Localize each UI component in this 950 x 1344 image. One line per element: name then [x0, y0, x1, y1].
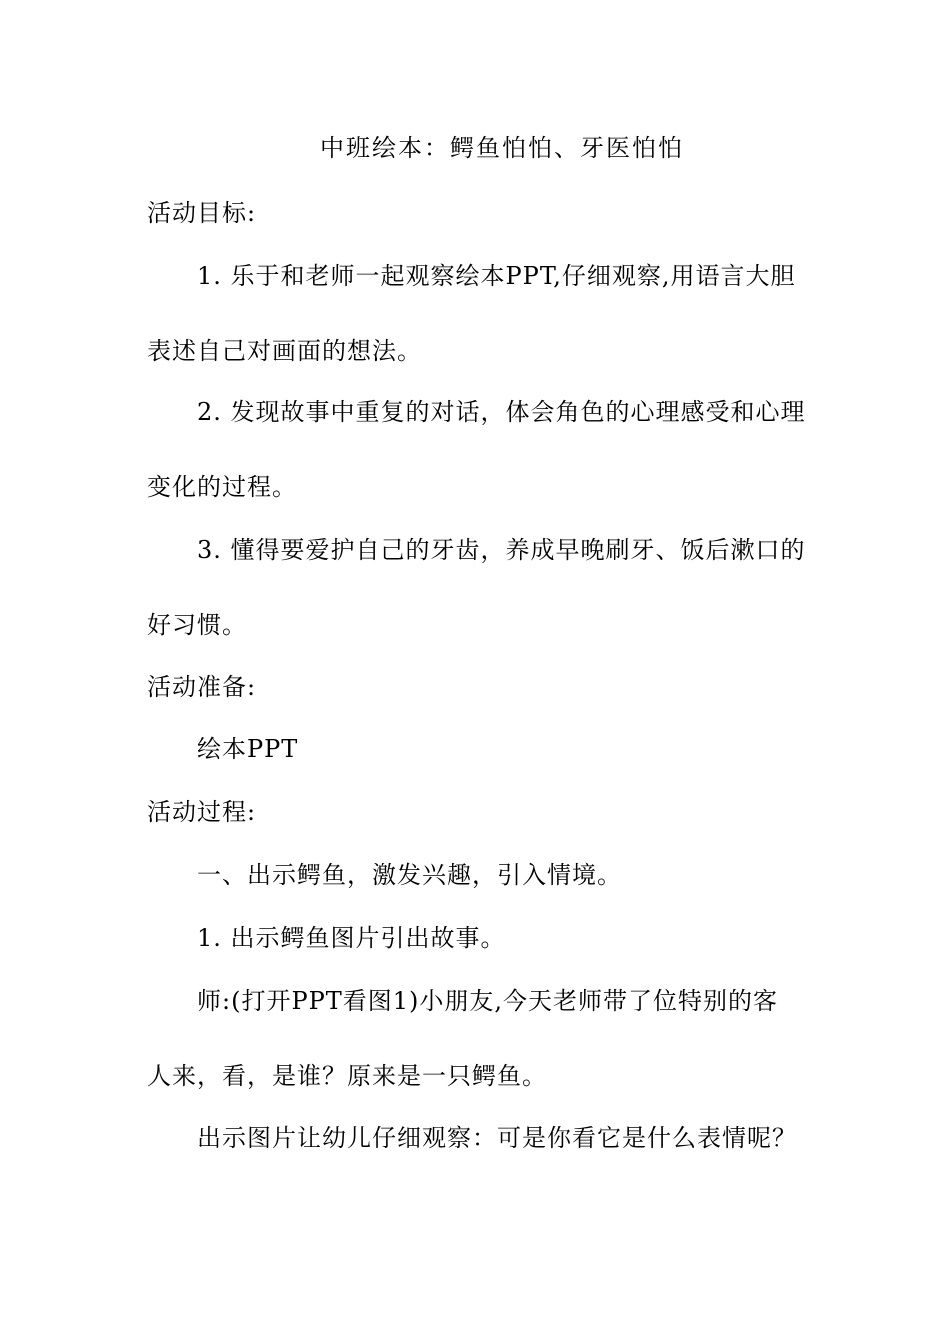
goal-1-line-2: 表述自己对画面的想法。	[147, 337, 422, 365]
goal-1-line-1: 1. 乐于和老师一起观察绘本PPT,仔细观察,用语言大胆	[197, 262, 796, 290]
process-heading: 活动过程:	[147, 798, 257, 826]
prep-heading: 活动准备:	[147, 673, 257, 701]
step-1-sub: 1. 出示鳄鱼图片引出故事。	[197, 924, 506, 952]
goal-3-line-2: 好习惯。	[147, 611, 247, 639]
teacher-line-2: 人来，看，是谁？原来是一只鳄鱼。	[147, 1062, 547, 1090]
goals-heading: 活动目标:	[147, 199, 257, 227]
teacher-line-1: 师:(打开PPT看图1)小朋友,今天老师带了位特别的客	[197, 987, 779, 1015]
goal-2-line-1: 2. 发现故事中重复的对话，体会角色的心理感受和心理	[197, 398, 806, 426]
step-1-heading: 一、出示鳄鱼，激发兴趣，引入情境。	[197, 861, 622, 889]
goal-3-line-1: 3. 懂得要爱护自己的牙齿，养成早晚刷牙、饭后漱口的	[197, 536, 806, 564]
prep-item: 绘本PPT	[197, 735, 299, 763]
goal-2-line-2: 变化的过程。	[147, 473, 297, 501]
observe-line: 出示图片让幼儿仔细观察：可是你看它是什么表情呢？	[197, 1124, 797, 1152]
document-title: 中班绘本：鳄鱼怕怕、牙医怕怕	[320, 134, 684, 162]
